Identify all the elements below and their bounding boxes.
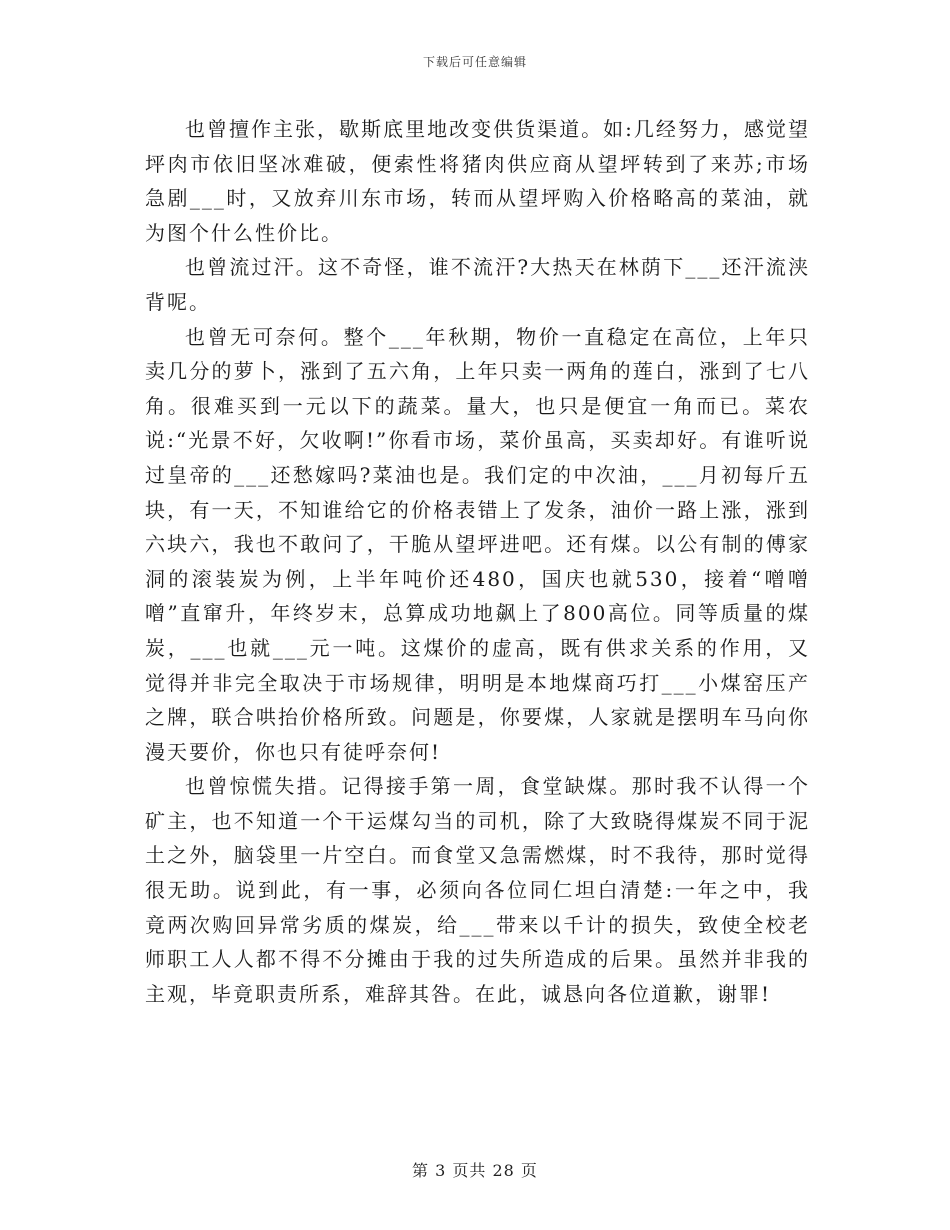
document-body [145,112,810,1011]
page-number: 第 3 页共 28 页 [412,1161,538,1180]
paragraph-2: 也曾流过汗。这不奇怪，谁不流汗?大热天在林荫下___还汗流浃背呢。 [145,255,810,314]
paragraph-1: 也曾擅作主张，歇斯底里地改变供货渠道。如:几经努力，感觉望坪肉市依旧坚冰难破，便索性将猪肉供应商从望坪转到了来苏;市场急剧___时，又放弃川东市场，转而从望坪购入价格略高的菜油，就为图个什么性价比。 [145,117,810,245]
paragraph-4: 也曾惊慌失措。记得接手第一周，食堂缺煤。那时我不认得一个矿主，也不知道一个干运煤勾当的司机，除了大致晓得煤炭不同于泥土之外，脑袋里一片空白。而食堂又急需燃煤，时不我待，那时觉得很无助。说到此，有一事，必须向各位同仁坦白清楚:一年之中，我竟两次购回异常劣质的煤炭，给___带来以千计的损失，致使全校老师职工人人都不得不分摊由于我的过失所造成的后果。虽然并非我的主观，毕竟职责所系，难辞其咎。在此，诚恳向各位道歉，谢罪! [145,774,810,1006]
page-header: 下载后可任意编辑 [422,55,527,69]
paragraph-3: 也曾无可奈何。整个___年秋期，物价一直稳定在高位，上年只卖几分的萝卜，涨到了五六角，上年只卖一两角的莲白，涨到了七八角。很难买到一元以下的蔬菜。量大，也只是便宜一角而已。菜农说:“光景不好，欠收啊!”你看市场，菜价虽高，买卖却好。有谁听说过皇帝的___还愁嫁吗?菜油也是。我们定的中次油，___月初每斤五块，有一天，不知谁给它的价格表错上了发条，油价一路上涨，涨到六块六，我也不敢问了，干脆从望坪进吧。还有煤。以公有制的傅家洞的滚装炭为例，上半年吨价还480，国庆也就530，接着“噌噌噌”直窜升，年终岁末，总算成功地飙上了800高位。同等质量的煤炭，___也就___元一吨。这煤价的虚高，既有供求关系的作用，又觉得并非完全取决于市场规律，明明是本地煤商巧打___小煤窑压产之牌，联合哄抬价格所致。问题是，你要煤，人家就是摆明车马向你漫天要价，你也只有徒呼奈何! [145,324,810,764]
